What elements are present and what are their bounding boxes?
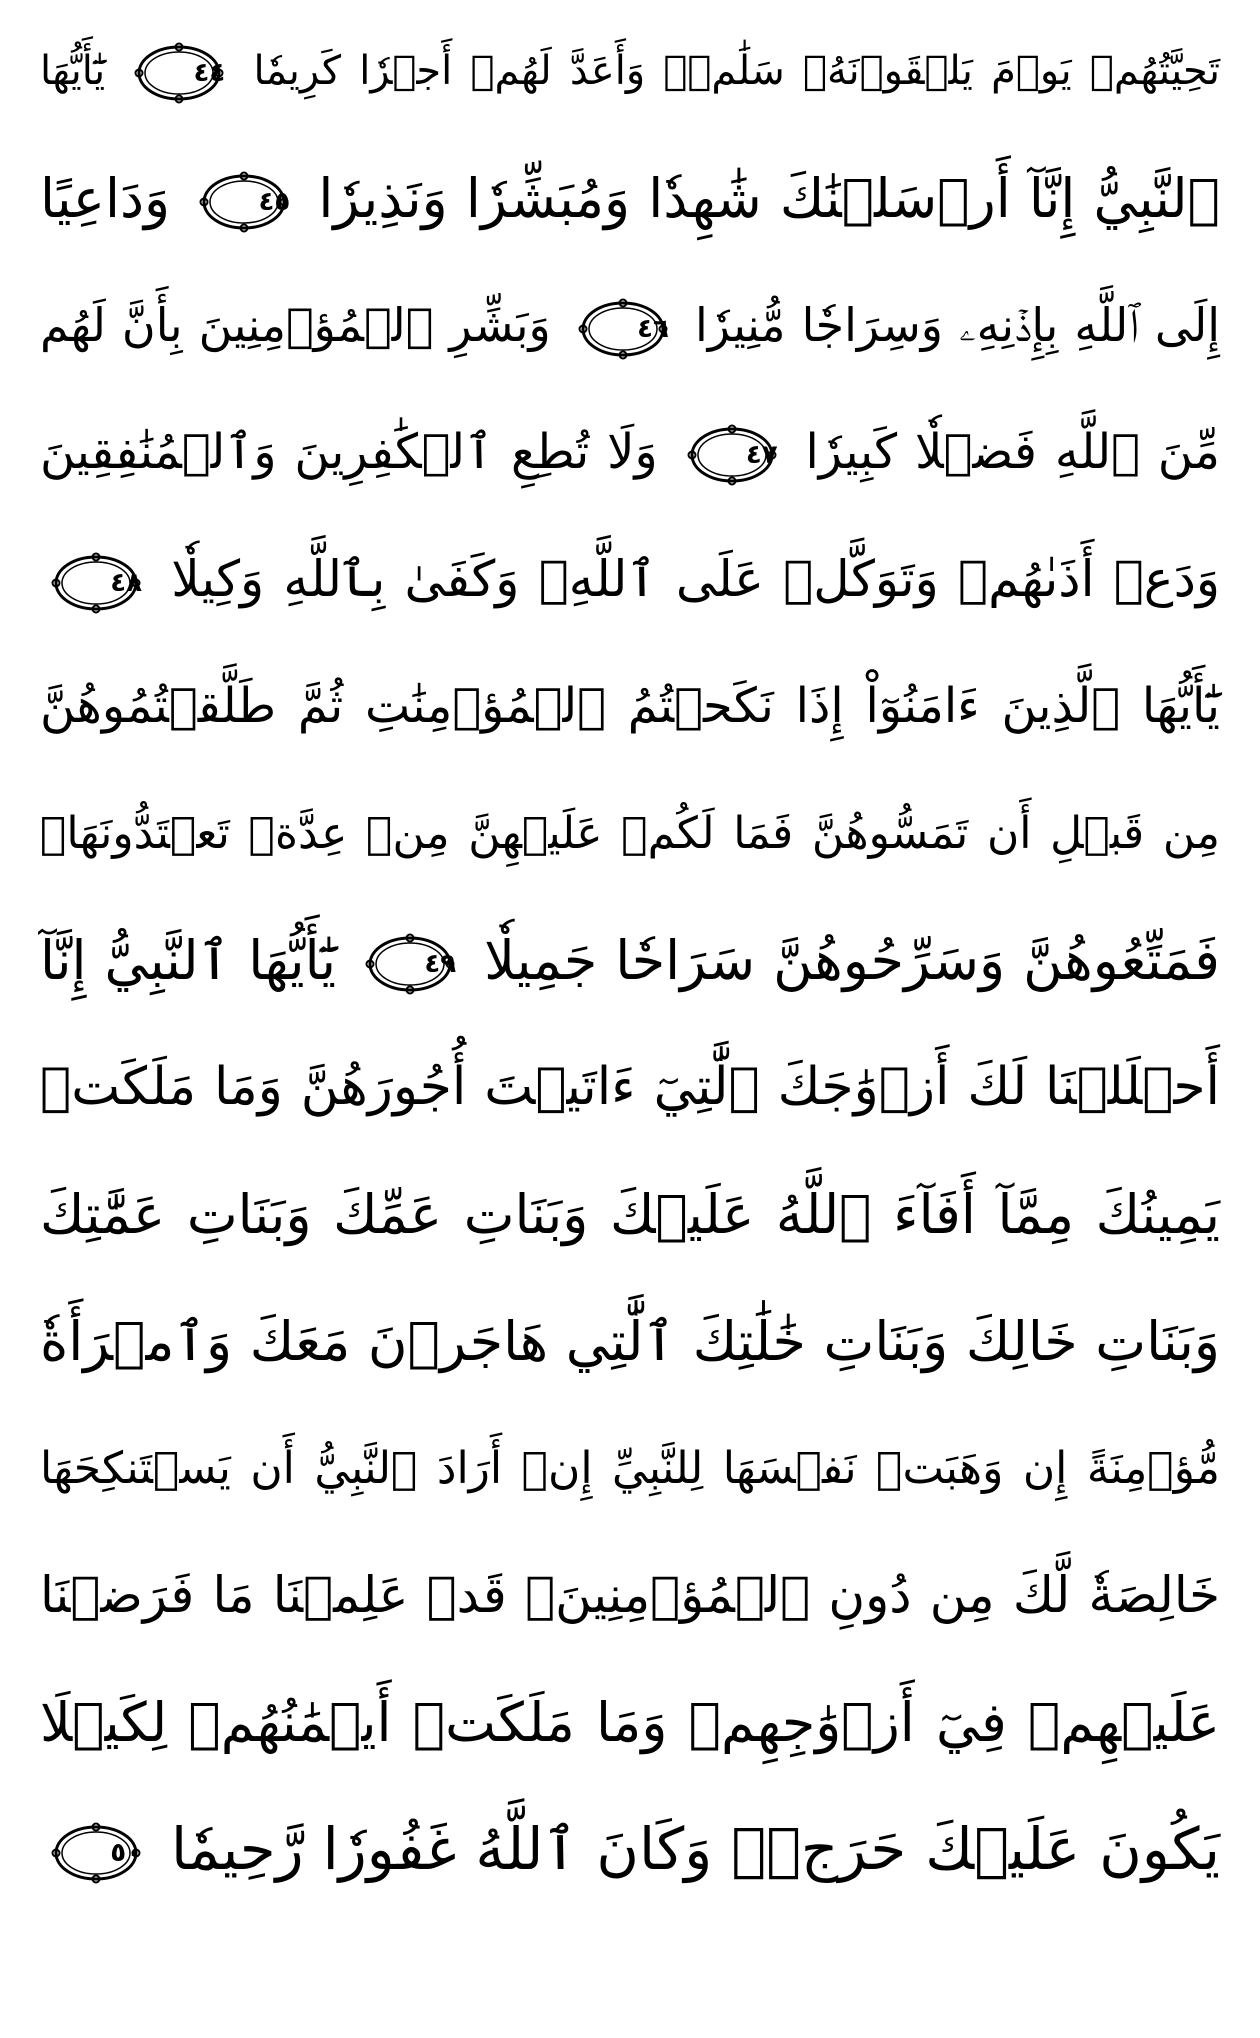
ayah-number: ٤٧ — [745, 440, 778, 470]
verse-text: يَكُونَ عَلَيۡكَ حَرَجٞۗ وَكَانَ ٱللَّهُ غَفُورٗا رَّحِيمٗا — [171, 1815, 1220, 1883]
text-line — [40, 8, 1220, 135]
ayah-end-marker-icon — [686, 424, 778, 486]
ayah-end-marker-icon — [198, 171, 290, 233]
mushaf-page — [40, 0, 1220, 2038]
verse-text: مُّؤۡمِنَةً إِن وَهَبَتۡ نَفۡسَهَا لِلنَّبِيِّ إِنۡ أَرَادَ ٱلنَّبِيُّ أَن يَسۡتَنكِحَهَا — [40, 1443, 1220, 1494]
text-line — [40, 1278, 1220, 1405]
ayah-end-marker-icon — [50, 552, 142, 614]
text-line — [40, 262, 1220, 389]
ayah-number: ٤٩ — [424, 949, 457, 980]
verse-text: يَمِينُكَ مِمَّآ أَفَآءَ ٱللَّهُ عَلَيۡكَ وَبَنَاتِ عَمِّكَ وَبَنَاتِ عَمَّٰتِكَ — [40, 1183, 1220, 1246]
text-line — [40, 1659, 1220, 1786]
verse-text: مِّنَ ٱللَّهِ فَضۡلٗا كَبِيرٗا — [805, 424, 1221, 480]
verse-text: أَحۡلَلۡنَا لَكَ أَزۡوَٰجَكَ ٱلَّٰتِيٓ ءَاتَيۡتَ أُجُورَهُنَّ وَمَا مَلَكَتۡ — [40, 1057, 1220, 1117]
ayah-number: ٤٦ — [637, 313, 669, 344]
text-line — [40, 1532, 1220, 1659]
verse-text: وَدَاعِيًا — [40, 167, 171, 230]
ayah-number: ٥٠ — [110, 1837, 142, 1868]
text-line — [40, 1151, 1220, 1278]
verse-text: فَمَتِّعُوهُنَّ وَسَرِّحُوهُنَّ سَرَاحٗا جَمِيلٗا — [484, 929, 1220, 992]
verse-text: عَلَيۡهِمۡ فِيٓ أَزۡوَٰجِهِمۡ وَمَا مَلَكَتۡ أَيۡمَٰنُهُمۡ لِكَيۡلَا — [40, 1691, 1220, 1754]
ayah-number: ٤٨ — [110, 567, 142, 598]
verse-text: يَٰٓأَيُّهَا ٱلنَّبِيُّ إِنَّآ — [40, 929, 337, 992]
text-line — [40, 389, 1220, 516]
ayah-number: ٤٥ — [258, 187, 291, 218]
verse-text: يَٰٓأَيُّهَا — [40, 48, 106, 94]
ayah-end-marker-icon — [577, 298, 669, 360]
verse-text: خَالِصَةٗ لَّكَ مِن دُونِ ٱلۡمُؤۡمِنِينَۗ قَدۡ عَلِمۡنَا مَا فَرَضۡنَا — [40, 1566, 1220, 1624]
text-line — [40, 135, 1220, 262]
verse-text: تَحِيَّتُهُمۡ يَوۡمَ يَلۡقَوۡنَهُۥ سَلَٰمٞۚ وَأَعَدَّ لَهُمۡ أَجۡرٗا كَرِيمٗا — [253, 48, 1220, 94]
verse-text: يَٰٓأَيُّهَا ٱلَّذِينَ ءَامَنُوٓاْ إِذَا نَكَحۡتُمُ ٱلۡمُؤۡمِنَٰتِ ثُمَّ طَلَّقۡتُمُوهُنَّ — [40, 678, 1220, 734]
text-line — [40, 1024, 1220, 1151]
text-line — [40, 1405, 1220, 1532]
text-line — [40, 1786, 1220, 1913]
text-line — [40, 897, 1220, 1024]
ayah-end-marker-icon — [50, 1822, 142, 1884]
ayah-end-marker-icon — [133, 42, 225, 104]
verse-text: ٱلنَّبِيُّ إِنَّآ أَرۡسَلۡنَٰكَ شَٰهِدٗا وَمُبَشِّرٗا وَنَذِيرٗا — [318, 167, 1220, 230]
ayah-number: ٤٤ — [193, 58, 226, 88]
verse-text: إِلَى ٱللَّهِ بِإِذۡنِهِۦ وَسِرَاجٗا مُّنِيرٗا — [694, 298, 1221, 352]
verse-text: وَلَا تُطِعِ ٱلۡكَٰفِرِينَ وَٱلۡمُنَٰفِقِينَ — [40, 424, 658, 480]
verse-text: وَبَشِّرِ ٱلۡمُؤۡمِنِينَ بِأَنَّ لَهُم — [40, 298, 551, 352]
verse-text: مِن قَبۡلِ أَن تَمَسُّوهُنَّ فَمَا لَكُمۡ عَلَيۡهِنَّ مِنۡ عِدَّةٖ تَعۡتَدُّونَهَاۖ — [40, 808, 1220, 859]
verse-text: وَدَعۡ أَذَىٰهُمۡ وَتَوَكَّلۡ عَلَى ٱللَّهِۚ وَكَفَىٰ بِٱللَّهِ وَكِيلٗا — [171, 550, 1220, 608]
verse-text: وَبَنَاتِ خَالِكَ وَبَنَاتِ خَٰلَٰتِكَ ٱلَّٰتِي هَاجَرۡنَ مَعَكَ وَٱمۡرَأَةٗ — [40, 1310, 1220, 1373]
text-line — [40, 516, 1220, 643]
ayah-end-marker-icon — [364, 933, 456, 995]
text-line — [40, 770, 1220, 897]
text-line — [40, 643, 1220, 770]
